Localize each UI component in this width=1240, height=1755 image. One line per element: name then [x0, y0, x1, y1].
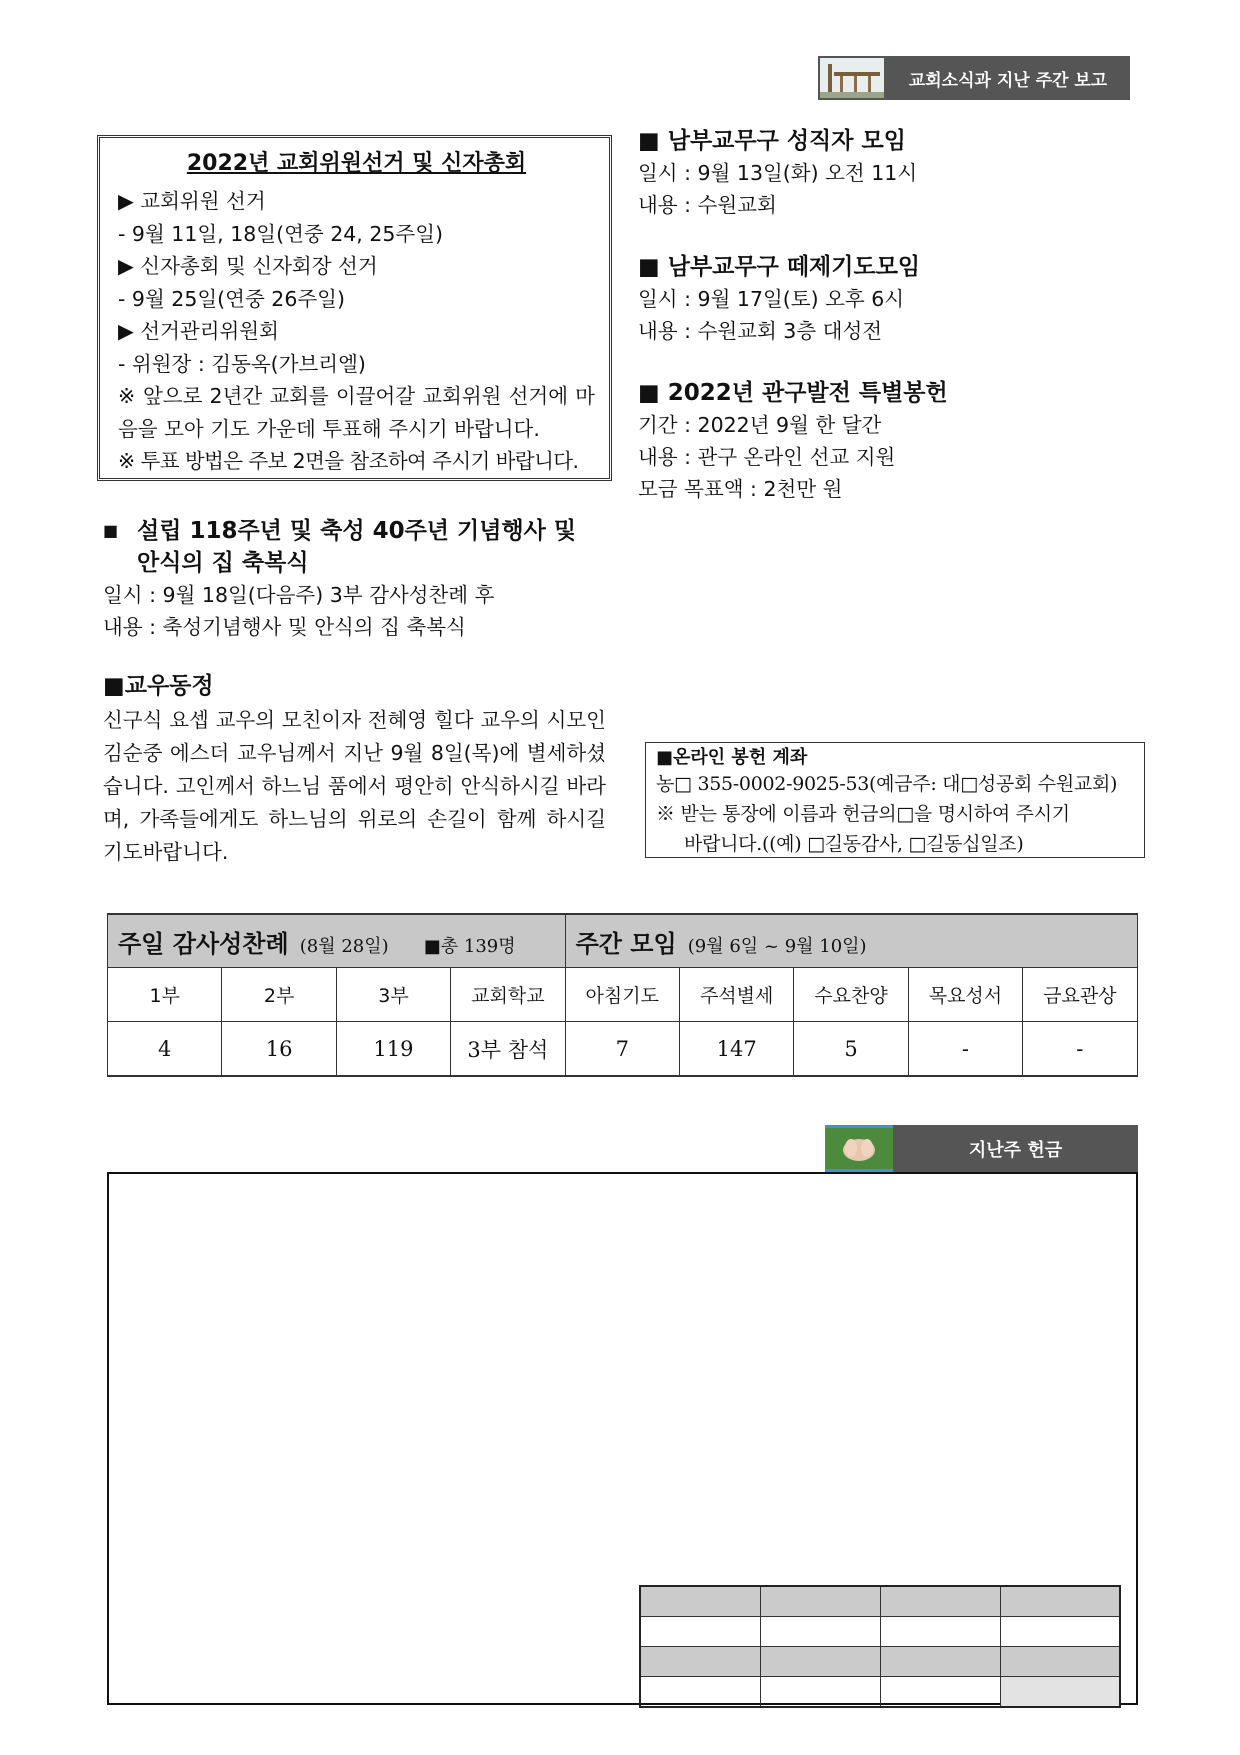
attendance-table	[107, 913, 1138, 1077]
election-note: ※ 투표 방법은 주보 2면을 참조하여 주시기 바랍니다.	[118, 449, 579, 473]
column-header: 교회학교	[451, 968, 565, 1022]
column-header: 금요관상	[1023, 968, 1137, 1022]
offering-box	[107, 1172, 1138, 1705]
column-header: 1부	[108, 968, 222, 1022]
election-note: ※ 앞으로 2년간 교회를 이끌어갈 교회위원 선거에 마음을 모아 기도 가운데 투표해 주시기 바랍니다.	[118, 384, 595, 441]
sunday-date: (8월 28일)	[299, 935, 389, 957]
attendance-values-row	[108, 1022, 1138, 1077]
attendance-header-row	[108, 914, 1138, 968]
attendance-value: 4	[108, 1022, 222, 1077]
condolence-section	[103, 670, 606, 869]
news-line: 내용 : 수원교회	[638, 193, 777, 217]
offering-table-row	[640, 1677, 1120, 1708]
election-box	[97, 135, 612, 481]
anniversary-title	[103, 515, 613, 547]
news-line: 모금 목표액 : 2천만 원	[638, 477, 843, 501]
weekly-header	[565, 914, 1137, 968]
anniversary-content: 내용 : 축성기념행사 및 안식의 집 축복식	[103, 615, 466, 639]
news-title: ■ 남부교무구 성직자 모임	[638, 128, 906, 154]
hands-photo-icon	[825, 1125, 893, 1172]
election-title: 2022년 교회위원선거 및 신자총회	[186, 151, 527, 176]
weekly-title: 주간 모임	[575, 929, 677, 958]
news-item	[638, 125, 1108, 221]
news-title: ■ 2022년 관구발전 특별봉헌	[638, 380, 948, 406]
news-line: 내용 : 수원교회 3층 대성전	[638, 319, 883, 343]
news-line: 일시 : 9월 17일(토) 오후 6시	[638, 287, 905, 311]
church-photo-icon	[818, 56, 886, 100]
offering-table	[639, 1585, 1121, 1708]
attendance-value: -	[1023, 1022, 1137, 1077]
attendance-value: 3부 참석	[451, 1022, 565, 1077]
attendance-value: 119	[336, 1022, 450, 1077]
account-number: 농□ 355-0002-9025-53(예금주: 대□성공회 수원교회)	[656, 773, 1118, 795]
account-note: ※ 받는 통장에 이름과 헌금의□을 명시하여 주시기	[656, 803, 1070, 825]
offering-table-row	[640, 1647, 1120, 1677]
weekly-dates: (9월 6일 ~ 9월 10일)	[687, 935, 867, 957]
column-header: 목요성서	[908, 968, 1022, 1022]
column-header: 아침기도	[565, 968, 679, 1022]
attendance-value: -	[908, 1022, 1022, 1077]
column-header: 수요찬양	[794, 968, 908, 1022]
right-news	[638, 125, 1108, 505]
sunday-header	[108, 914, 566, 968]
election-line: ▶ 신자총회 및 신자회장 선거	[118, 254, 378, 278]
column-header: 주석별세	[679, 968, 793, 1022]
attendance-value: 7	[565, 1022, 679, 1077]
offering-table-row	[640, 1586, 1120, 1617]
offering-table-row	[640, 1617, 1120, 1647]
account-title: ■온라인 봉헌 계좌	[656, 747, 808, 768]
election-line: ▶ 교회위원 선거	[118, 189, 266, 213]
news-item	[638, 251, 1108, 347]
offering-badge	[825, 1125, 1138, 1172]
condolence-text: 신구식 요셉 교우의 모친이자 전혜영 힐다 교우의 시모인 김순중 에스더 교우님께서 지난 9월 8일(목)에 별세하셨습니다. 고인께서 하느님 품에서 평안히 안식하시길 바라며, 가족들에게도 하느님의 위로의 손길이 함께 하시길 기도바랍니다.	[103, 708, 606, 864]
condolence-title: ■교우동정	[103, 673, 214, 699]
anniversary-date: 일시 : 9월 18일(다음주) 3부 감사성찬례 후	[103, 583, 495, 607]
attendance-value: 147	[679, 1022, 793, 1077]
online-account-box	[645, 742, 1145, 858]
column-header: 3부	[336, 968, 450, 1022]
news-line: 내용 : 관구 온라인 선교 지원	[638, 445, 896, 469]
news-line: 일시 : 9월 13일(화) 오전 11시	[638, 161, 918, 185]
election-line: - 9월 11일, 18일(연중 24, 25주일)	[118, 221, 444, 246]
election-line: - 9월 25일(연중 26주일)	[118, 286, 345, 311]
election-line: - 위원장 : 김동옥(가브리엘)	[118, 351, 366, 376]
bullet-icon: ■	[103, 521, 119, 540]
news-item	[638, 377, 1108, 505]
anniversary-title-line2: 안식의 집 축복식	[137, 550, 309, 576]
offering-badge-label: 지난주 헌금	[893, 1125, 1138, 1172]
section-badge	[818, 56, 1130, 100]
election-line: ▶ 선거관리위원회	[118, 319, 279, 343]
attendance-columns-row	[108, 968, 1138, 1022]
news-title: ■ 남부교무구 떼제기도모임	[638, 254, 921, 280]
attendance-value: 16	[222, 1022, 336, 1077]
badge-label: 교회소식과 지난 주간 보고	[886, 56, 1130, 100]
anniversary-section	[103, 515, 613, 643]
anniversary-title-line1: 설립 118주년 및 축성 40주년 기념행사 및	[137, 518, 577, 544]
total-count: ■총 139명	[423, 935, 516, 957]
column-header: 2부	[222, 968, 336, 1022]
attendance-value: 5	[794, 1022, 908, 1077]
news-line: 기간 : 2022년 9월 한 달간	[638, 413, 882, 437]
sunday-title: 주일 감사성찬례	[118, 929, 289, 958]
account-note-example: 바랍니다.((예) □길동감사, □길동십일조)	[684, 833, 1024, 855]
